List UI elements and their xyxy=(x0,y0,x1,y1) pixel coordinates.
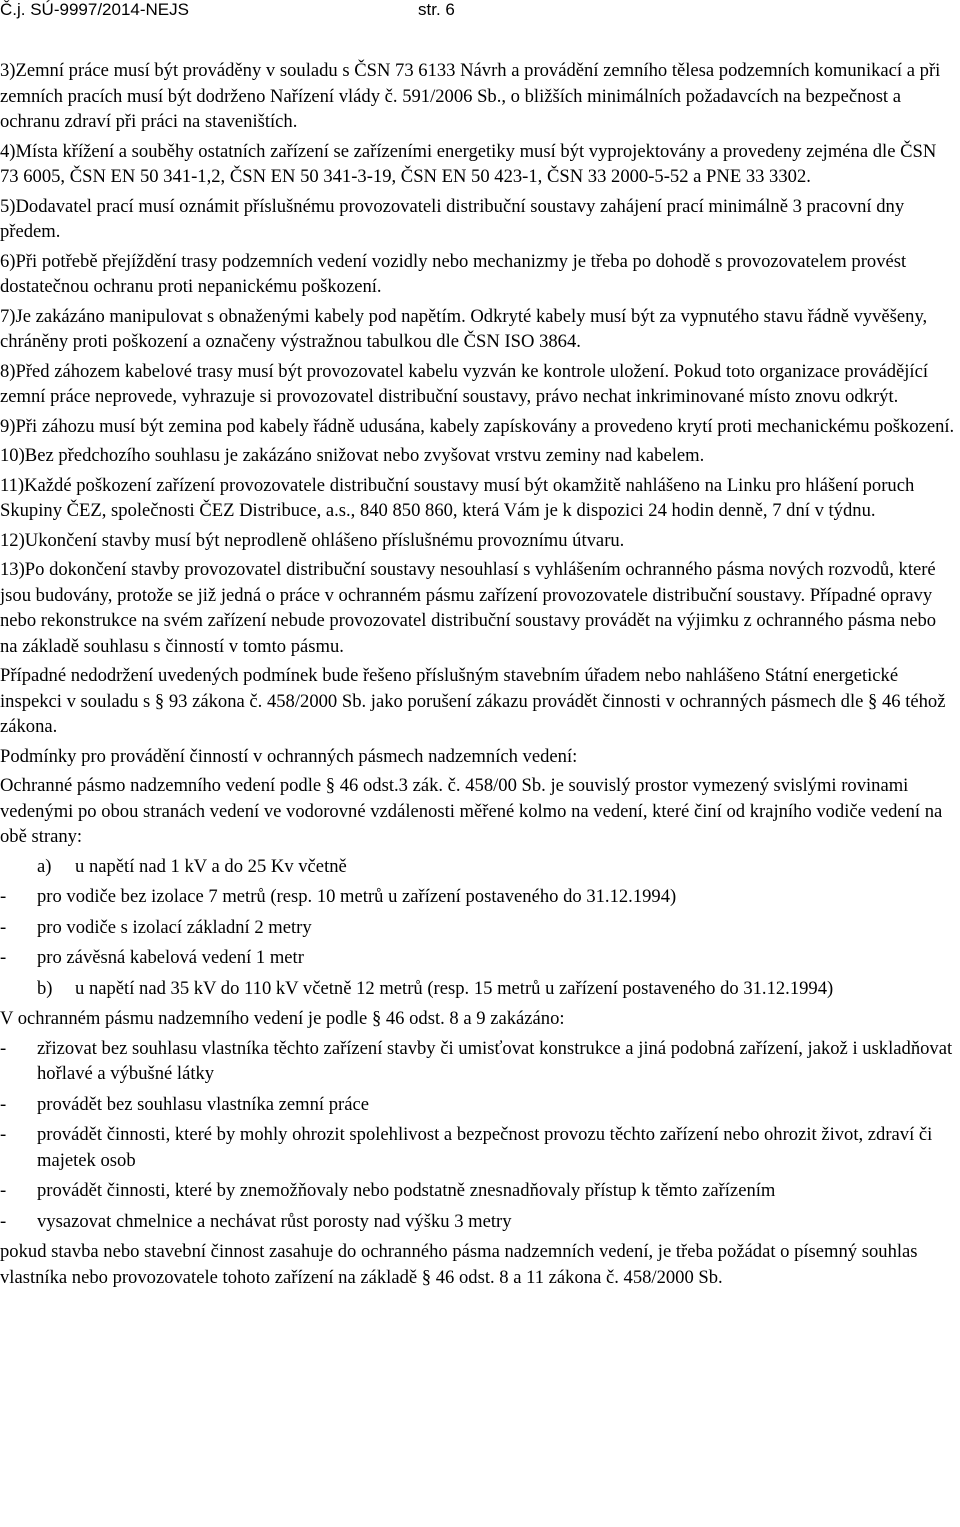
list-marker: - xyxy=(0,1180,7,1201)
paragraph-13: 13)Po dokončení stavby provozovatel distribuční soustavy nesouhlasí s vyhlášením ochranného pásma nových rozvodů, které jsou budovány, protože se již jedná o práce v ochranném pásmu zařízení provozovatele distribuční soustavy. Případné opravy nebo rekonstrukce na svém zařízení nebude provozovatel distribuční soustavy provádět na výjimku z ochranného pásma nebo na základě souhlasu s činností v tomto pásmu. xyxy=(0,559,937,657)
paragraph-11: 11)Každé poškození zařízení provozovatele distribuční soustavy musí být okamžitě nahlášeno na Linku pro hlášení poruch Skupiny ČEZ, společnosti ČEZ Distribuce, a.s., 840 850 860, která Vám je k dispozici 24 hodin denně, 7 dní v týdnu. xyxy=(0,474,915,521)
paragraph-5: 5)Dodavatel prací musí oznámit příslušnému provozovateli distribuční soustavy zahájení prací minimálně 3 pracovní dny předem. xyxy=(0,195,905,242)
list-marker: - xyxy=(0,1210,7,1232)
list-item xyxy=(0,1178,958,1204)
list-item xyxy=(0,1036,958,1087)
list-marker: a) xyxy=(37,855,52,877)
list-item-text: pro vodiče bez izolace 7 metrů (resp. 10 metrů u zařízení postaveného do 31.12.1994) xyxy=(37,886,677,907)
closing-paragraph: pokud stavba nebo stavební činnost zasahuje do ochranného pásma nadzemních vedení, je třeba požádat o písemný souhlas vlastníka nebo provozovatele tohoto zařízení na základě § 46 odst. 8 a 11 zákona č. 458/2000 Sb. xyxy=(0,1241,918,1288)
list-item xyxy=(0,976,958,1002)
list-item-text: u napětí nad 35 kV do 110 kV včetně 12 metrů (resp. 15 metrů u zařízení postaveného do 31.12.1994) xyxy=(75,977,834,999)
page-number: str. 6 xyxy=(418,0,455,19)
paragraph-9: 9)Při záhozu musí být zemina pod kabely řádně udusána, kabely zapískovány a provedeno krytí proti mechanickému poškození. xyxy=(0,415,955,437)
list-marker: - xyxy=(0,1093,7,1115)
list-item-text: provádět činnosti, které by znemožňovaly nebo podstatně znesnadňovaly přístup k těmto zařízením xyxy=(37,1180,776,1201)
paragraph-8: 8)Před záhozem kabelové trasy musí být provozovatel kabelu vyzván ke kontrole uložení. Pokud toto organizace provádějící zemní práce neprovede, vyhrazuje si provozovatel distribuční soustavy, právo nechat inkriminované místo znovu odkrýt. xyxy=(0,360,929,407)
paragraph-6: 6)Při potřebě přejíždění trasy podzemních vedení vozidly nebo mechanizmy je třeba po dohodě s provozovatelem provést dostatečnou ochranu proti nepanickému poškození. xyxy=(0,250,907,297)
zone-list xyxy=(0,854,958,1002)
list-item xyxy=(0,915,958,941)
list-item-text: pro vodiče s izolací základní 2 metry xyxy=(37,916,312,938)
paragraph-7: 7)Je zakázáno manipulovat s obnaženými kabely pod napětím. Odkryté kabely musí být za vypnutého stavu řádně vyvěšeny, chráněny proti poškození a označeny výstražnou tabulkou dle ČSN ISO 3864. xyxy=(0,305,928,352)
paragraph-10: 10)Bez předchozího souhlasu je zakázáno snižovat nebo zvyšovat vrstvu zeminy nad kabelem. xyxy=(0,445,705,466)
paragraph-12: 12)Ukončení stavby musí být neprodleně ohlášeno příslušnému provoznímu útvaru. xyxy=(0,529,625,551)
document-body xyxy=(0,58,958,1294)
list-item xyxy=(0,884,958,910)
list-item xyxy=(0,1209,958,1235)
list-item xyxy=(0,854,958,880)
paragraph-4: 4)Místa křížení a souběhy ostatních zařízení se zařízeními energetiky musí být vyprojektovány a provedeny zejména dle ČSN 73 6005, ČSN EN 50 341-1,2, ČSN EN 50 341-3-19, ČSN EN 50 423-1, ČSN 33 2000-5-52 a PNE 33 3302. xyxy=(0,140,937,187)
list-item-text: provádět bez souhlasu vlastníka zemní práce xyxy=(37,1093,369,1115)
list-item xyxy=(0,1092,958,1118)
list-item xyxy=(0,1122,958,1173)
list-marker: - xyxy=(0,1037,7,1059)
list-item-text: u napětí nad 1 kV a do 25 Kv včetně xyxy=(75,855,347,877)
list-marker: b) xyxy=(37,977,53,999)
list-marker: - xyxy=(0,886,7,907)
list-marker: - xyxy=(0,947,7,968)
list-item-text: pro závěsná kabelová vedení 1 metr xyxy=(37,947,304,968)
overhead-conditions-heading: Podmínky pro provádění činností v ochranných pásmech nadzemních vedení: xyxy=(0,745,578,767)
page-header xyxy=(0,0,960,24)
paragraph-3: 3)Zemní práce musí být prováděny v souladu s ČSN 73 6133 Návrh a provádění zemního tělesa podzemních komunikací a při zemních pracích musí být dodrženo Nařízení vlády č. 591/2006 Sb., o bližších minimálních požadavcích na bezpečnost a ochranu zdraví při práci na staveništích. xyxy=(0,60,941,132)
reference-number: Č.j. SÚ-9997/2014-NEJS xyxy=(0,0,189,19)
list-marker: - xyxy=(0,916,7,938)
list-item xyxy=(0,945,958,971)
prohibited-intro: V ochranném pásmu nadzemního vedení je podle § 46 odst. 8 a 9 zakázáno: xyxy=(0,1008,565,1029)
protection-zone-definition: Ochranné pásmo nadzemního vedení podle § 46 odst.3 zák. č. 458/00 Sb. je souvislý prostor vymezený svislými rovinami vedenými po obou stranách vedení ve vodorovné vzdálenosti měřené kolmo na vedení, které činí od krajního vodiče vedení na obě strany: xyxy=(0,775,943,847)
prohibited-list xyxy=(0,1036,958,1235)
list-marker: - xyxy=(0,1124,7,1145)
violation-paragraph: Případné nedodržení uvedených podmínek bude řešeno příslušným stavebním úřadem nebo nahlášeno Státní energetické inspekci v souladu s § 93 zákona č. 458/2000 Sb. jako porušení zákazu provádět činnosti v ochranných pásmech dle § 46 téhož zákona. xyxy=(0,665,946,737)
list-item-text: vysazovat chmelnice a nechávat růst porosty nad výšku 3 metry xyxy=(37,1210,512,1232)
list-item-text: provádět činnosti, které by mohly ohrozit spolehlivost a bezpečnost provozu těchto zařízení nebo ohrozit život, zdraví či majetek osob xyxy=(37,1124,933,1171)
list-item-text: zřizovat bez souhlasu vlastníka těchto zařízení stavby či umisťovat konstrukce a jiná podobná zařízení, jakož i uskladňovat hořlavé a výbušné látky xyxy=(37,1037,953,1084)
